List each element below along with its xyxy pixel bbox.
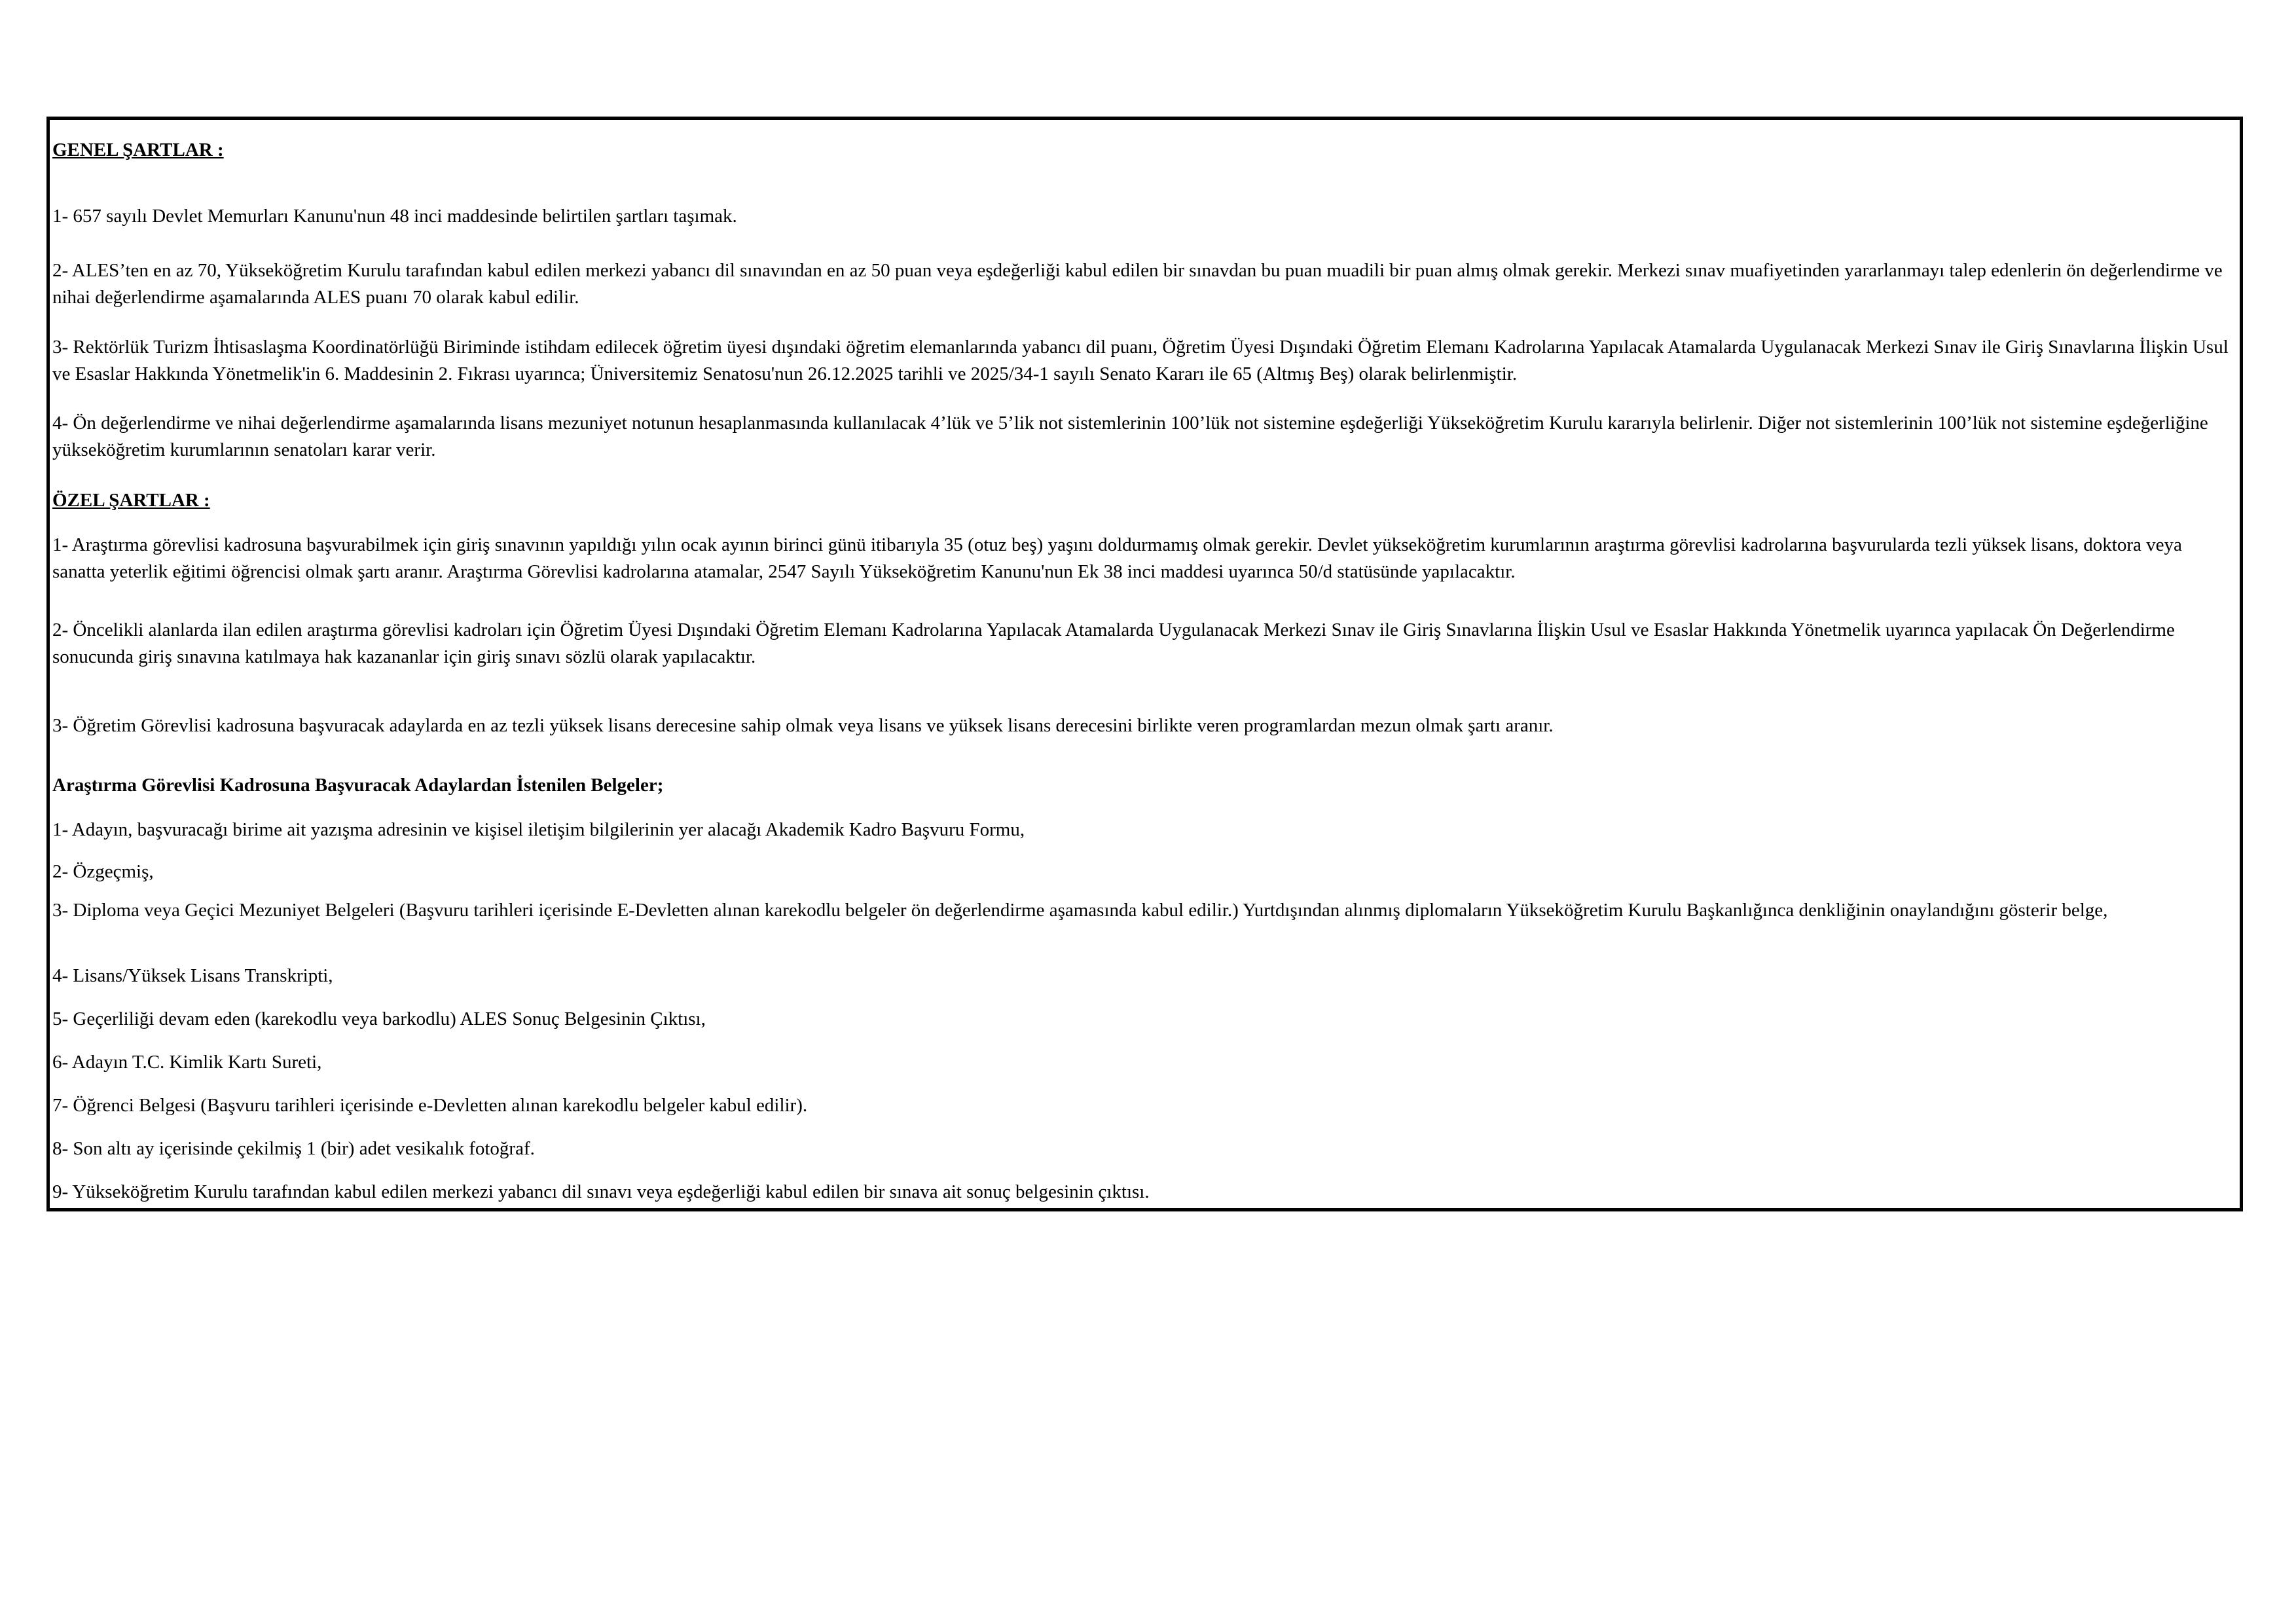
general-condition-4: 4- Ön değerlendirme ve nihai değerlendirme aşamalarında lisans mezuniyet notunun hesaplanmasında kullanılacak 4’lük ve 5’lik not sistemlerinin 100’lük not sistemine eşdeğerliği Yükseköğretim Kurulu kararıyla belirlenir. Diğer not sistemlerinin 100’lük not sistemine eşdeğerliğine yükseköğretim kurumlarının senatoları karar verir.: [52, 413, 2208, 460]
document-item-2: 2- Özgeçmiş,: [52, 861, 154, 882]
document-item-6: 6- Adayın T.C. Kimlik Kartı Sureti,: [52, 1052, 322, 1073]
document-item-9: 9- Yükseköğretim Kurulu tarafından kabul edilen merkezi yabancı dil sınavı veya eşdeğerliği kabul edilen bir sınava ait sonuç belgesinin çıktısı.: [52, 1181, 1150, 1202]
general-condition-3: 3- Rektörlük Turizm İhtisaslaşma Koordinatörlüğü Biriminde istihdam edilecek öğretim üyesi dışındaki öğretim elemanlarında yabancı dil puanı, Öğretim Üyesi Dışındaki Öğretim Elemanı Kadrolarına Yapılacak Atamalarda Uygulanacak Merkezi Sınav ile Giriş Sınavlarına İlişkin Usul ve Esaslar Hakkında Yönetmelik'in 6. Maddesinin 2. Fıkrası uyarınca; Üniversitemiz Senatosu'nun 26.12.2025 tarihli ve 2025/34-1 sayılı Senato Kararı ile 65 (Altmış Beş) olarak belirlenmiştir.: [52, 337, 2229, 384]
document-item-4: 4- Lisans/Yüksek Lisans Transkripti,: [52, 965, 333, 986]
special-condition-3: 3- Öğretim Görevlisi kadrosuna başvuracak adaylarda en az tezli yüksek lisans derecesine sahip olmak veya lisans ve yüksek lisans derecesini birlikte veren programlardan mezun olmak şartı aranır.: [52, 715, 1554, 736]
special-condition-2: 2- Öncelikli alanlarda ilan edilen araştırma görevlisi kadroları için Öğretim Üyesi Dışındaki Öğretim Elemanı Kadrolarına Yapılacak Atamalarda Uygulanacak Merkezi Sınav ile Giriş Sınavlarına İlişkin Usul ve Esaslar Hakkında Yönetmelik uyarınca yapılacak Ön Değerlendirme sonucunda giriş sınavına katılmaya hak kazananlar için giriş sınavı sözlü olarak yapılacaktır.: [52, 619, 2175, 667]
special-conditions-heading: ÖZEL ŞARTLAR :: [52, 490, 210, 511]
document-item-1: 1- Adayın, başvuracağı birime ait yazışma adresinin ve kişisel iletişim bilgilerinin yer alacağı Akademik Kadro Başvuru Formu,: [52, 819, 1025, 840]
document-item-5: 5- Geçerliliği devam eden (karekodlu veya barkodlu) ALES Sonuç Belgesinin Çıktısı,: [52, 1008, 706, 1029]
general-condition-2: 2- ALES’ten en az 70, Yükseköğretim Kurulu tarafından kabul edilen merkezi yabancı dil sınavından en az 50 puan veya eşdeğerliği kabul edilen bir sınavdan bu puan muadili bir puan almış olmak gerekir. Merkezi sınav muafiyetinden yararlanmayı talep edenlerin ön değerlendirme ve nihai değerlendirme aşamalarında ALES puanı 70 olarak kabul edilir.: [52, 260, 2223, 308]
document-item-7: 7- Öğrenci Belgesi (Başvuru tarihleri içerisinde e-Devletten alınan karekodlu belgeler kabul edilir).: [52, 1095, 808, 1116]
required-documents-heading: Araştırma Görevlisi Kadrosuna Başvuracak Adaylardan İstenilen Belgeler;: [52, 775, 664, 796]
general-condition-1: 1- 657 sayılı Devlet Memurları Kanunu'nun 48 inci maddesinde belirtilen şartları taşımak.: [52, 206, 737, 227]
document-item-8: 8- Son altı ay içerisinde çekilmiş 1 (bir) adet vesikalık fotoğraf.: [52, 1138, 535, 1159]
general-conditions-heading: GENEL ŞARTLAR :: [52, 139, 224, 160]
document-item-3: 3- Diploma veya Geçici Mezuniyet Belgeleri (Başvuru tarihleri içerisinde E-Devletten alınan karekodlu belgeler ön değerlendirme aşamasında kabul edilir.) Yurtdışından alınmış diplomaların Yükseköğretim Kurulu Başkanlığınca denkliğinin onaylandığını gösterir belge,: [52, 900, 2108, 921]
special-condition-1: 1- Araştırma görevlisi kadrosuna başvurabilmek için giriş sınavının yapıldığı yılın ocak ayının birinci günü itibarıyla 35 (otuz beş) yaşını doldurmamış olmak gerekir. Devlet yükseköğretim kurumlarının araştırma görevlisi kadrolarına başvurularda tezli yüksek lisans, doktora veya sanatta yeterlik eğitimi öğrencisi olmak şartı aranır. Araştırma Görevlisi kadrolarına atamalar, 2547 Sayılı Yükseköğretim Kanunu'nun Ek 38 inci maddesi uyarınca 50/d statüsünde yapılacaktır.: [52, 534, 2182, 582]
